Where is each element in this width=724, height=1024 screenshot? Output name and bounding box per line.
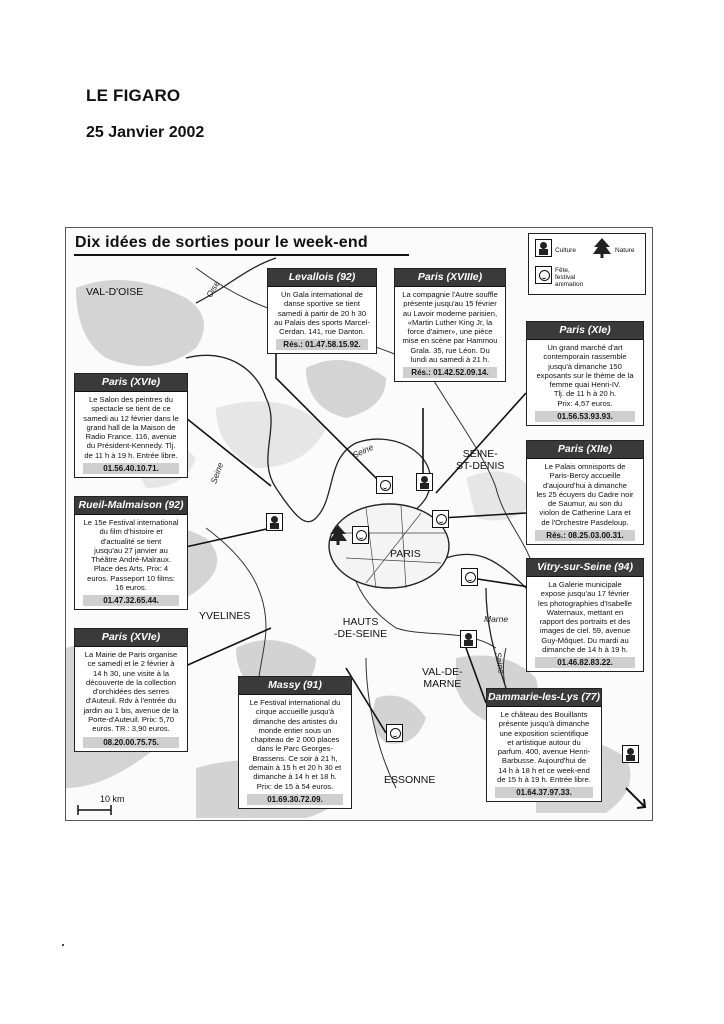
tree-icon xyxy=(591,237,613,259)
event-title: Paris (XIe) xyxy=(527,322,643,340)
place-paris: PARIS xyxy=(390,548,421,560)
event-phone: 01.64.37.97.33. xyxy=(495,787,593,798)
event-text: La Galerie municipale expose jusqu'au 17 février les photographies d'Isabelle Waternaux, mettant en rapport des portraits et des images de ciel. 59, avenue Guy-Môquet. Du mardi au dimanche de 14 h à 19 h. xyxy=(538,580,632,655)
legend-culture-label: Culture xyxy=(555,247,576,254)
article-headline: Dix idées de sorties pour le week-end xyxy=(75,234,368,251)
event-box-paris-18 xyxy=(394,268,506,382)
event-title: Paris (XVIIIe) xyxy=(395,269,505,287)
page-speck xyxy=(62,944,64,946)
place-val-de-marne: VAL-DE- MARNE xyxy=(422,666,463,690)
event-box-levallois xyxy=(267,268,377,354)
river-seine-label-2: Seine xyxy=(208,461,226,485)
event-text: La Mairie de Paris organise ce samedi et le 2 février à 14 h 30, une visite à la découverte de la collection d'orchidées des serres d'Auteuil. Rdv à l'entrée du jardin au 1 bis, avenue de la Porte-d'Auteuil. Prix: 5,70 euros. TR.: 3,90 euros. xyxy=(83,650,179,734)
culture-icon xyxy=(622,745,639,763)
event-title: Rueil-Malmaison (92) xyxy=(75,497,187,515)
culture-icon xyxy=(460,630,477,648)
newspaper-clipping xyxy=(65,227,653,821)
river-oise-label: Oise xyxy=(204,278,222,300)
event-box-dammarie-les-lys xyxy=(486,688,602,802)
festival-icon xyxy=(386,724,403,742)
map-legend xyxy=(528,233,646,295)
culture-icon xyxy=(535,239,552,257)
event-box-paris-16-salon xyxy=(74,373,188,478)
place-yvelines: YVELINES xyxy=(199,610,251,622)
event-phone: 01.69.30.72.09. xyxy=(247,794,343,805)
river-seine-label-3: Seine xyxy=(493,651,507,675)
festival-icon xyxy=(461,568,478,586)
event-box-paris-12 xyxy=(526,440,644,545)
place-val-doise: VAL-D'OISE xyxy=(86,286,144,298)
festival-icon xyxy=(352,526,369,544)
event-title: Paris (XVIe) xyxy=(75,374,187,392)
event-phone: Rés.: 01.47.58.15.92. xyxy=(276,339,368,350)
event-phone: 01.56.53.93.93. xyxy=(535,411,635,422)
event-text: Le Festival international du cirque accueille jusqu'à dimanche des artistes du monde entier sous un chapiteau de 2 000 places dans le Parc Georges- Brassens. Ce soir à 21 h, demain à 15 h et 20 h 30 et dimanche à 14 h et 18 h. Prix: de 15 à 54 euros. xyxy=(248,698,342,791)
place-hauts-de-seine: HAUTS -DE-SEINE xyxy=(334,616,388,640)
event-box-paris-11 xyxy=(526,321,644,426)
event-text: Un grand marché d'art contemporain rassemble jusqu'à dimanche 150 exposants sur le thème de la femme quai Henri-IV. Tlj. de 11 h à 20 h. Prix: 4,57 euros. xyxy=(536,343,634,408)
river-marne-label: Marne xyxy=(484,614,509,624)
culture-icon xyxy=(416,473,433,491)
event-text: Le château des Bouillants présente jusqu'à dimanche une exposition scientifique et artistique autour du parfum. 400, avenue Henri- Barbusse. Aujourd'hui de 14 h à 18 h et ce week-end de 15 h à 19 h. Entrée libre. xyxy=(497,710,591,785)
event-text: Le Salon des peintres du spectacle se tient de ce samedi au 12 février dans le grand hall de la Maison de Radio France. 116, avenue du Président-Kennedy. Tlj. de 11 h à 19 h. Entrée libre. xyxy=(83,395,179,460)
publication-date: 25 Janvier 2002 xyxy=(86,124,205,141)
publication-name: LE FIGARO xyxy=(86,86,181,105)
tree-icon xyxy=(328,524,348,546)
event-text: Un Gala international de danse sportive se tient samedi à partir de 20 h 30 au Palais des sports Marcel- Cerdan. 141, rue Danton. xyxy=(274,290,370,337)
event-phone: 08.20.00.75.75. xyxy=(83,737,179,748)
event-phone: Rés.: 01.42.52.09.14. xyxy=(403,367,497,378)
river-seine-label: Seine xyxy=(350,441,375,461)
event-box-vitry-sur-seine xyxy=(526,558,644,672)
scale-label: 10 km xyxy=(100,794,125,804)
event-title: Massy (91) xyxy=(239,677,351,695)
event-text: Le Palais omnisports de Paris-Bercy accueille d'aujourd'hui à dimanche les 25 écuyers du Cadre noir de Saumur, au son du violon de Catherine Lara et de l'Orchestre Pasdeloup. xyxy=(536,462,634,527)
legend-fete-label: Fête, festival animation xyxy=(555,267,584,288)
event-phone: 01.46.82.83.22. xyxy=(535,657,635,668)
event-text: Le 15e Festival international du film d'histoire et d'actualité se tient jusqu'au 27 janvier au Théâtre André-Malraux. Place des Arts. Prix: 4 euros. Passeport 10 films: 16 euros. xyxy=(83,518,179,593)
event-title: Vitry-sur-Seine (94) xyxy=(527,559,643,577)
culture-icon xyxy=(266,513,283,531)
event-box-massy xyxy=(238,676,352,809)
place-seine-st-denis: SEINE- ST-DENIS xyxy=(456,448,505,472)
event-phone: Rés.: 08.25.03.00.31. xyxy=(535,530,635,541)
event-title: Levallois (92) xyxy=(268,269,376,287)
event-box-paris-16-orchidees xyxy=(74,628,188,752)
event-title: Dammarie-les-Lys (77) xyxy=(487,689,601,707)
event-phone: 01.56.40.10.71. xyxy=(83,463,179,474)
festival-icon xyxy=(535,266,552,284)
event-title: Paris (XIIe) xyxy=(527,441,643,459)
festival-icon xyxy=(432,510,449,528)
event-title: Paris (XVIe) xyxy=(75,629,187,647)
place-essonne: ESSONNE xyxy=(384,774,436,786)
headline-rule xyxy=(74,254,409,256)
event-phone: 01.47.32.65.44. xyxy=(83,595,179,606)
event-box-rueil-malmaison xyxy=(74,496,188,610)
legend-nature-label: Nature xyxy=(615,247,635,254)
event-text: La compagnie l'Autre souffle présente jusqu'au 15 février au Lavoir moderne parisien, «Martin Luther King Jr, la force d'aimer», une pièce mise en scène par Hammou Grala. 35, rue Léon. Du lundi au samedi à 21 h. xyxy=(402,290,498,365)
festival-icon xyxy=(376,476,393,494)
